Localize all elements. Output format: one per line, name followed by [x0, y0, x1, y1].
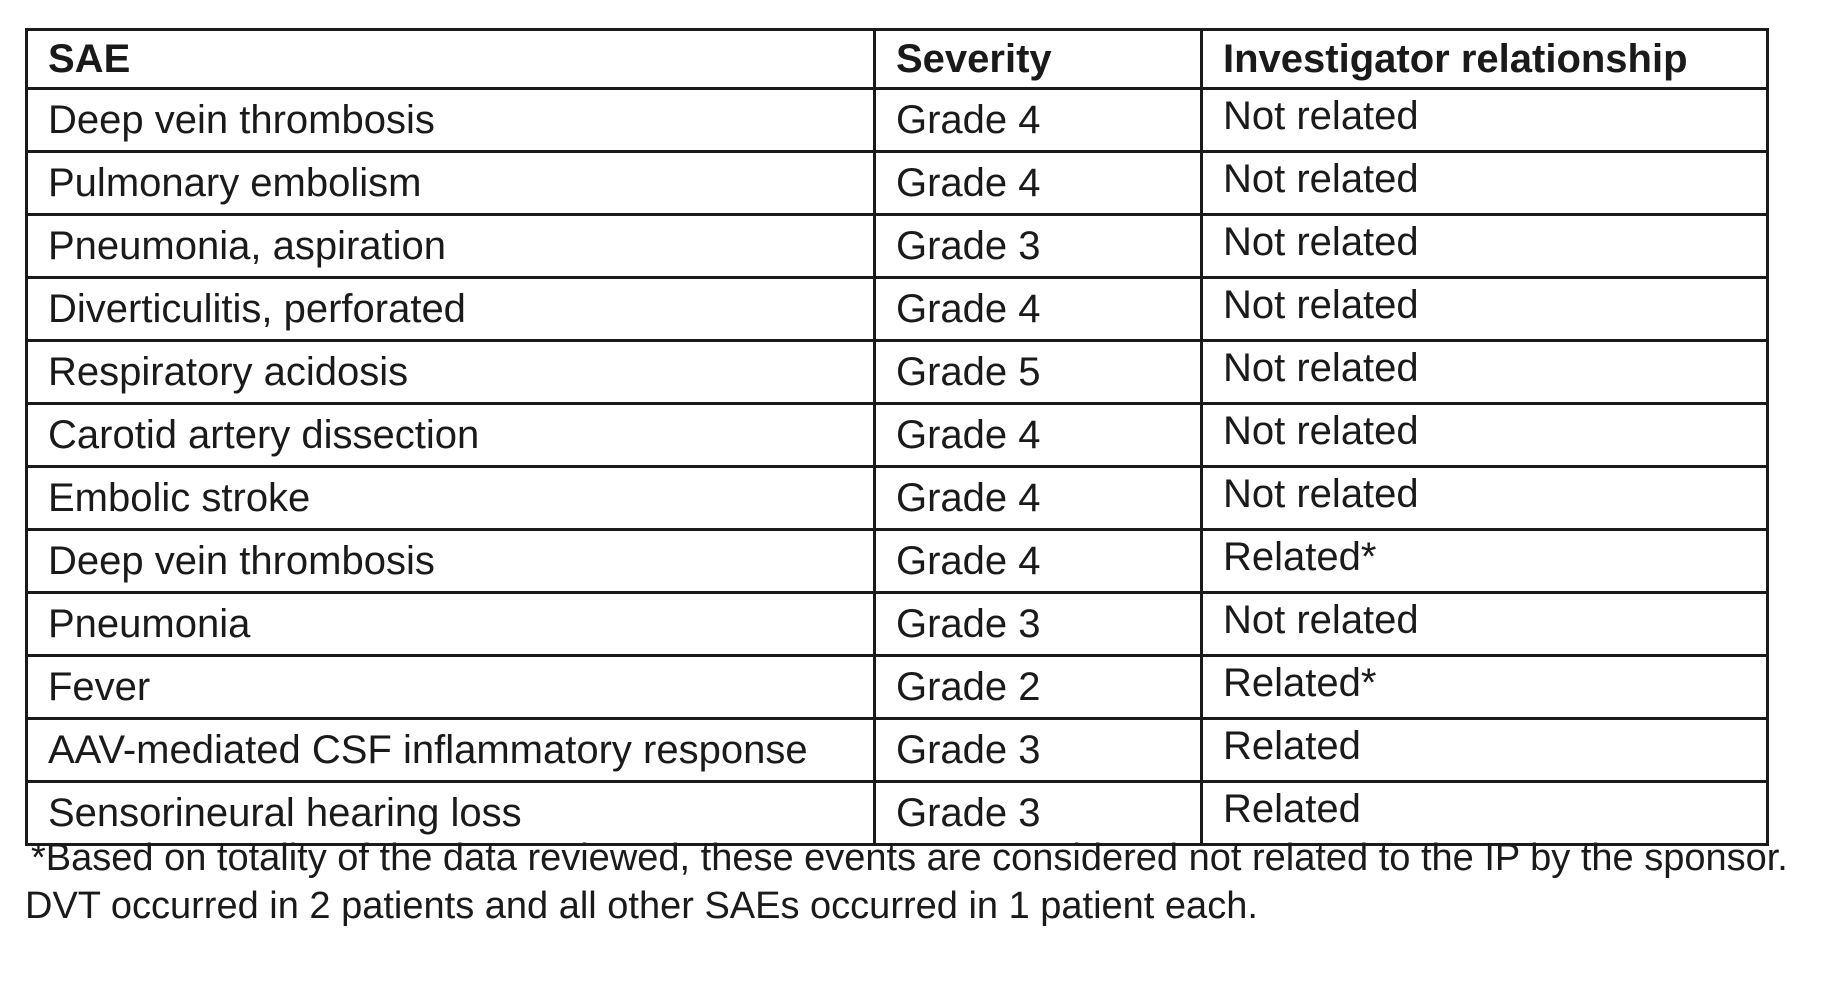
severity-cell: Grade 3	[875, 719, 1202, 782]
severity-cell: Grade 2	[875, 656, 1202, 719]
footnotes	[25, 834, 1835, 930]
table-row	[27, 530, 1768, 593]
severity-cell: Grade 4	[875, 152, 1202, 215]
table-body	[27, 89, 1768, 845]
header-investigator-relationship: Investigator relationship	[1202, 30, 1768, 89]
table-row	[27, 719, 1768, 782]
table-row	[27, 152, 1768, 215]
severity-cell: Grade 3	[875, 782, 1202, 845]
sae-cell: Fever	[27, 656, 875, 719]
table-row	[27, 656, 1768, 719]
relationship-cell: Not related	[1202, 215, 1768, 278]
header-sae: SAE	[27, 30, 875, 89]
severity-cell: Grade 4	[875, 467, 1202, 530]
header-severity: Severity	[875, 30, 1202, 89]
severity-cell: Grade 4	[875, 89, 1202, 152]
relationship-cell: Related	[1202, 782, 1768, 845]
sae-cell: Deep vein thrombosis	[27, 89, 875, 152]
severity-cell: Grade 3	[875, 215, 1202, 278]
table-row	[27, 404, 1768, 467]
table-row	[27, 215, 1768, 278]
severity-cell: Grade 5	[875, 341, 1202, 404]
table-row	[27, 278, 1768, 341]
relationship-cell: Not related	[1202, 467, 1768, 530]
sae-cell: Deep vein thrombosis	[27, 530, 875, 593]
relationship-cell: Not related	[1202, 404, 1768, 467]
table-row	[27, 467, 1768, 530]
relationship-cell: Related	[1202, 719, 1768, 782]
relationship-cell: Not related	[1202, 152, 1768, 215]
relationship-cell: Not related	[1202, 341, 1768, 404]
sae-cell: Pulmonary embolism	[27, 152, 875, 215]
relationship-cell: Related*	[1202, 656, 1768, 719]
sae-cell: Respiratory acidosis	[27, 341, 875, 404]
sae-cell: Embolic stroke	[27, 467, 875, 530]
count-footnote: DVT occurred in 2 patients and all other SAEs occurred in 1 patient each.	[25, 885, 1258, 927]
relationship-cell: Not related	[1202, 89, 1768, 152]
relationship-cell: Not related	[1202, 593, 1768, 656]
severity-cell: Grade 4	[875, 404, 1202, 467]
relationship-cell: Not related	[1202, 278, 1768, 341]
relationship-cell: Related*	[1202, 530, 1768, 593]
table-row	[27, 341, 1768, 404]
table-row	[27, 593, 1768, 656]
sae-table	[25, 28, 1769, 846]
header-row	[27, 30, 1768, 89]
table-row	[27, 89, 1768, 152]
severity-cell: Grade 4	[875, 278, 1202, 341]
sae-cell: Carotid artery dissection	[27, 404, 875, 467]
sae-cell: Sensorineural hearing loss	[27, 782, 875, 845]
asterisk-footnote: *Based on totality of the data reviewed, these events are considered not related to the IP by the sponsor.	[31, 837, 1788, 879]
table-header	[27, 30, 1768, 89]
sae-cell: Pneumonia, aspiration	[27, 215, 875, 278]
severity-cell: Grade 3	[875, 593, 1202, 656]
severity-cell: Grade 4	[875, 530, 1202, 593]
sae-cell: AAV-mediated CSF inflammatory response	[27, 719, 875, 782]
sae-cell: Pneumonia	[27, 593, 875, 656]
sae-cell: Diverticulitis, perforated	[27, 278, 875, 341]
